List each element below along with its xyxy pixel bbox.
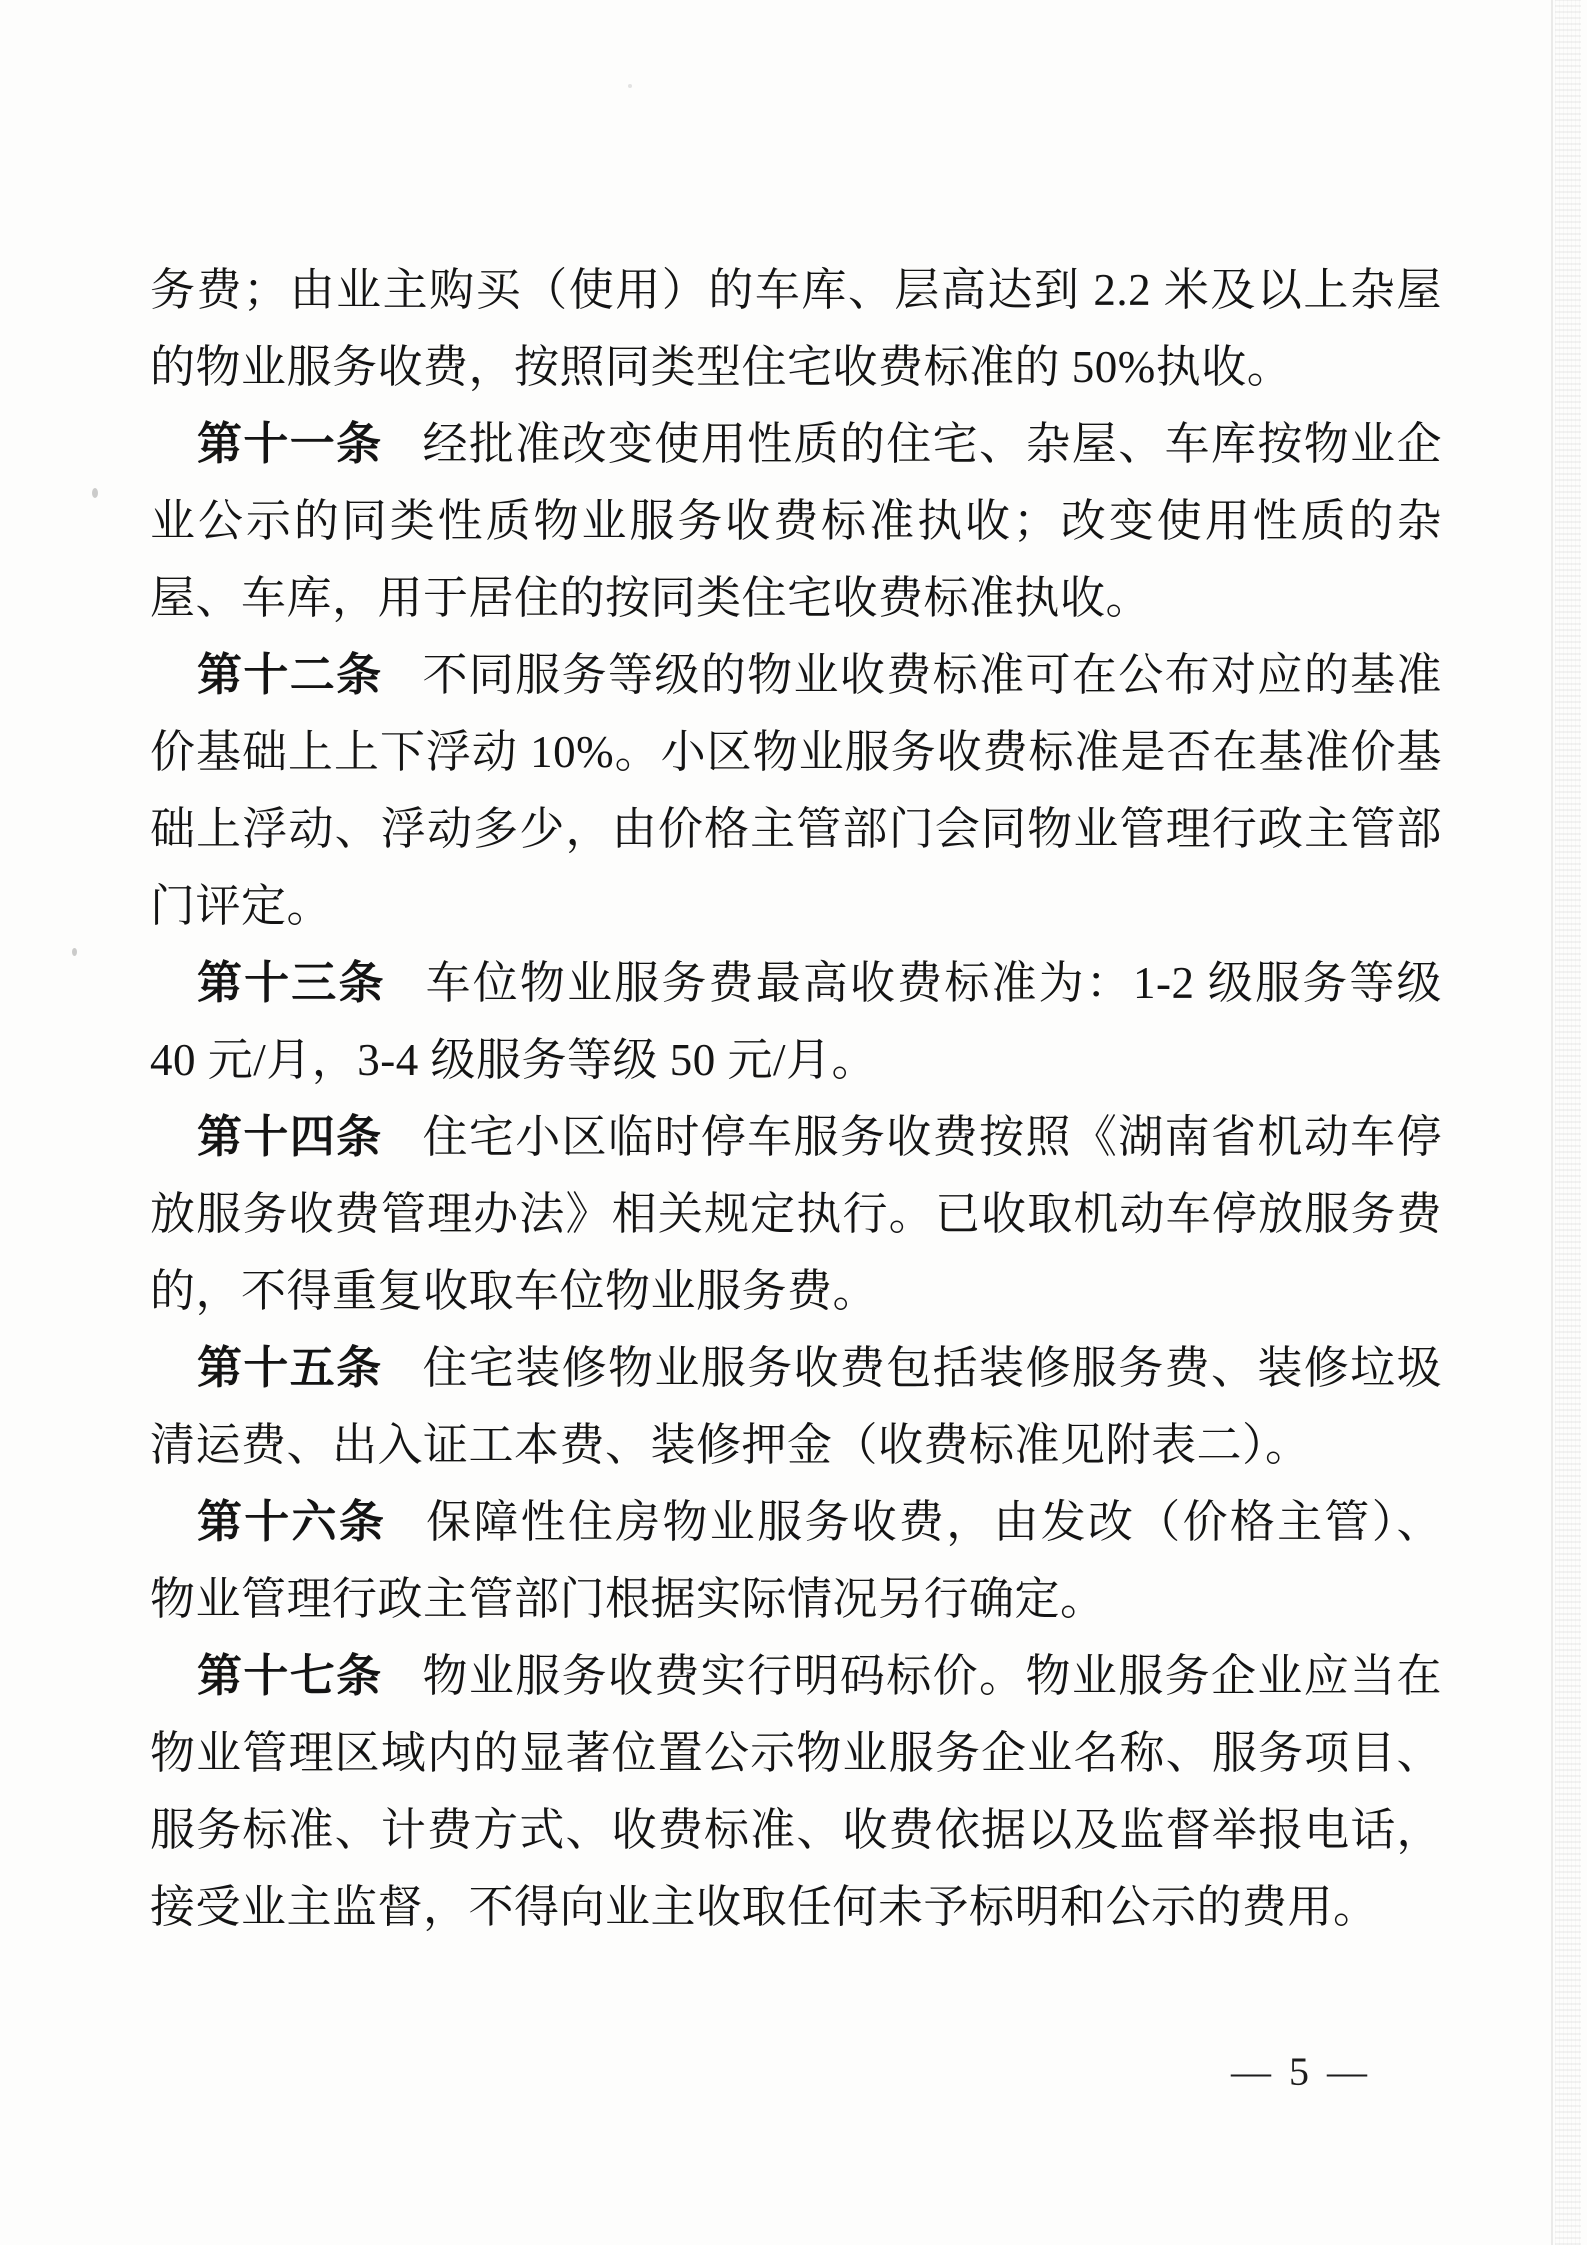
scan-speck bbox=[72, 948, 77, 956]
page-number: — 5 — bbox=[1231, 2049, 1371, 2094]
paragraph bbox=[150, 1484, 1442, 1638]
paragraph bbox=[150, 1638, 1442, 1946]
paragraph bbox=[150, 945, 1442, 1099]
scan-edge-line bbox=[1551, 0, 1553, 2245]
paragraph-text: 经批准改变使用性质的住宅、杂屋、车库按物业企业公示的同类性质物业服务收费标准执收；改变使用性质的杂屋、车库，用于居住的按同类住宅收费标准执收。 bbox=[150, 419, 1442, 623]
paragraph-text: 保障性住房物业服务收费，由发改（价格主管）、物业管理行政主管部门根据实际情况另行确定。 bbox=[150, 1497, 1442, 1624]
paragraph bbox=[150, 637, 1442, 945]
scan-speck bbox=[628, 84, 632, 88]
paragraph-text: 住宅装修物业服务收费包括装修服务费、装修垃圾清运费、出入证工本费、装修押金（收费标准见附表二）。 bbox=[150, 1343, 1442, 1470]
article-number: 第十五条 bbox=[197, 1343, 383, 1393]
paragraph-text: 不同服务等级的物业收费标准可在公布对应的基准价基础上上下浮动 10%。小区物业服务收费标准是否在基准价基础上浮动、浮动多少，由价格主管部门会同物业管理行政主管部门评定。 bbox=[150, 650, 1442, 931]
paragraph-text: 务费；由业主购买（使用）的车库、层高达到 2.2 米及以上杂屋的物业服务收费，按照同类型住宅收费标准的 50%执收。 bbox=[150, 265, 1442, 392]
paragraph bbox=[150, 406, 1442, 637]
article-number: 第十四条 bbox=[197, 1112, 383, 1162]
paragraph-text: 物业服务收费实行明码标价。物业服务企业应当在物业管理区域内的显著位置公示物业服务企业名称、服务项目、服务标准、计费方式、收费标准、收费依据以及监督举报电话，接受业主监督，不得向业主收取任何未予标明和公示的费用。 bbox=[150, 1651, 1442, 1932]
paragraph-text: 住宅小区临时停车服务收费按照《湖南省机动车停放服务收费管理办法》相关规定执行。已收取机动车停放服务费的，不得重复收取车位物业服务费。 bbox=[150, 1112, 1442, 1316]
article-number: 第十六条 bbox=[197, 1497, 387, 1547]
scan-noise-strip bbox=[1555, 0, 1581, 2245]
article-number: 第十一条 bbox=[197, 419, 383, 469]
scan-speck bbox=[92, 488, 98, 498]
paragraph bbox=[150, 1099, 1442, 1330]
document-body bbox=[150, 252, 1442, 1946]
paragraph bbox=[150, 1330, 1442, 1484]
article-number: 第十二条 bbox=[197, 650, 383, 700]
article-number: 第十七条 bbox=[197, 1651, 383, 1701]
paragraph-text: 车位物业服务费最高收费标准为：1-2 级服务等级 40 元/月，3-4 级服务等级 50 元/月。 bbox=[150, 958, 1442, 1085]
article-number: 第十三条 bbox=[197, 958, 386, 1008]
paragraph bbox=[150, 252, 1442, 406]
